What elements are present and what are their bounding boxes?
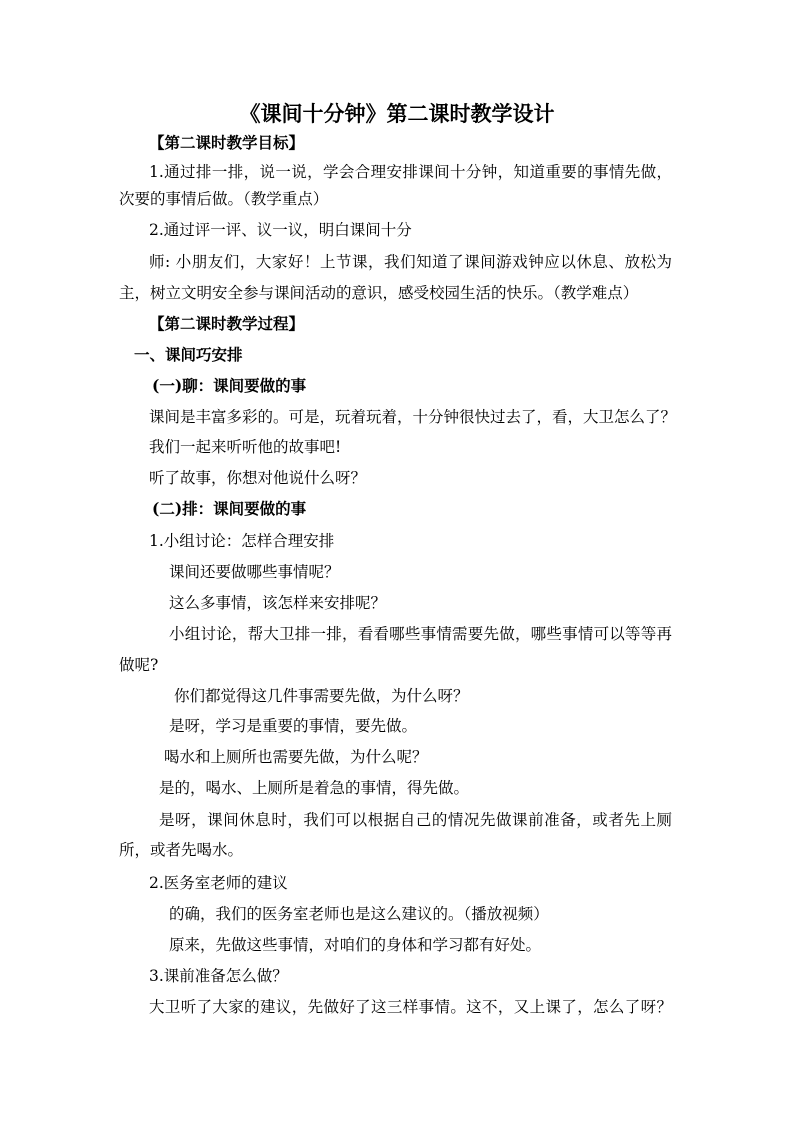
item-2: 2.医务室老师的建议: [149, 874, 288, 892]
question-6: 喝水和上厕所也需要先做，为什么呢？: [164, 748, 428, 766]
statement-1: 大卫听了大家的建议，先做好了这三样事情。这不，又上课了，怎么了呀？: [149, 998, 672, 1016]
item-3: 3.课前准备怎么做？: [149, 967, 288, 985]
question-2: 这么多事情，该怎样来安排呢？: [169, 594, 387, 612]
question-1: 课间还要做哪些事情呢？: [169, 563, 340, 581]
document-title: 《课间十分钟》第二课时教学设计: [239, 101, 555, 126]
answer-8-line-1: 是呀，课间休息时，我们可以根据自己的情况先做课前准备，或者先上厕: [159, 811, 672, 829]
subsection-2-heading: (二)排：课间要做的事: [152, 499, 307, 518]
paragraph-2: 我们一起来听听他的故事吧!: [149, 438, 342, 456]
process-heading: 【第二课时教学过程】: [149, 314, 305, 333]
goal-2: 2.通过评一评、议一议，明白课间十分: [149, 221, 412, 239]
answer-8-line-2: 所，或者先喝水。: [119, 841, 244, 859]
goal-1-line-1: 1.通过排一排，说一说，学会合理安排课间十分钟，知道重要的事情先做，: [149, 163, 672, 181]
question-3-line-1: 小组讨论，帮大卫排一排，看看哪些事情需要先做，哪些事情可以等等再: [169, 625, 672, 643]
answer-7: 是的，喝水、上厕所是着急的事情，得先做。: [159, 779, 470, 797]
answer-5: 是呀，学习是重要的事情，要先做。: [169, 717, 418, 735]
remark-1: 的确，我们的医务室老师也是这么建议的。（播放视频）: [169, 905, 549, 923]
section-1-heading: 一、课间巧安排: [134, 345, 243, 364]
teacher-intro-line-2: 主，树立文明安全参与课间活动的意识，感受校园生活的快乐。（教学难点）: [119, 284, 639, 302]
remark-2: 原来，先做这些事情，对咱们的身体和学习都有好处。: [169, 936, 542, 954]
question-4: 你们都觉得这几件事需要先做，为什么呀？: [174, 687, 469, 705]
paragraph-1: 课间是丰富多彩的。可是，玩着玩着，十分钟很快过去了，看，大卫怎么了？: [149, 408, 677, 426]
subsection-1-heading: (一)聊：课间要做的事: [152, 376, 307, 395]
paragraph-3: 听了故事，你想对他说什么呀？: [149, 469, 367, 487]
teacher-intro-line-1: 师: 小朋友们，大家好！上节课，我们知道了课间游戏钟应以休息、放松为: [149, 253, 672, 271]
goals-heading: 【第二课时教学目标】: [149, 133, 305, 152]
goal-1-line-2: 次要的事情后做。（教学重点）: [119, 190, 329, 208]
question-3-line-2: 做呢?: [119, 656, 159, 674]
item-1: 1.小组讨论：怎样合理安排: [149, 532, 335, 550]
